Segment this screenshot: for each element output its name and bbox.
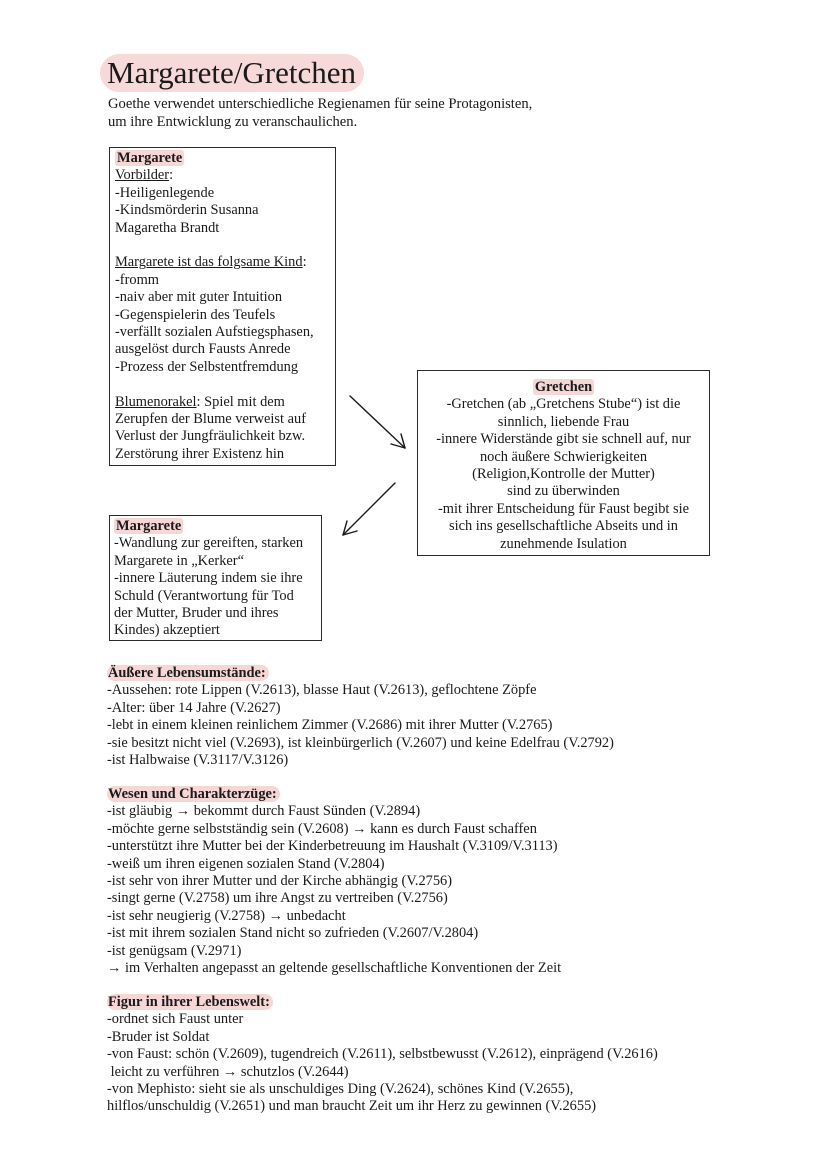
list-item: -ist Halbwaise (V.3117/V.3126) <box>107 752 289 769</box>
section-lebensumstaende <box>107 665 614 769</box>
list-item: leicht zu verführen → schutzlos (V.2644) <box>107 1063 349 1080</box>
list-item: Verlust der Jungfräulichkeit bzw. <box>115 428 306 445</box>
list-item: -ordnet sich Faust unter <box>107 1011 244 1028</box>
list-item: -Alter: über 14 Jahre (V.2627) <box>107 699 281 716</box>
list-item: der Mutter, Bruder und ihres <box>114 605 279 622</box>
list-item: noch äußere Schwierigkeiten <box>479 448 648 465</box>
list-item: -Kindsmörderin Susanna <box>115 202 259 219</box>
list-item: zunehmende Isulation <box>500 535 627 552</box>
page-title: Margarete/Gretchen <box>100 54 364 92</box>
box-heading: Margarete <box>117 150 183 166</box>
list-item: sinnlich, liebende Frau <box>497 413 630 430</box>
intro-line: um ihre Entwicklung zu veranschaulichen. <box>108 114 358 130</box>
list-item: Magaretha Brandt <box>115 219 220 236</box>
list-item: -ist gläubig → bekommt durch Faust Sünden (V.2894) <box>107 803 421 820</box>
section-charakterzuege <box>107 786 561 977</box>
box-heading: Margarete <box>116 518 182 534</box>
section-heading: Wesen und Charakterzüge: <box>107 786 561 803</box>
list-item: -innere Widerstände gibt sie schnell auf, nur <box>436 431 691 448</box>
list-item: sich ins gesellschaftliche Abseits und in <box>448 518 678 535</box>
list-item: -naiv aber mit guter Intuition <box>115 289 283 306</box>
list-item: hilflos/unschuldig (V.2651) und man braucht Zeit um ihr Herz zu gewinnen (V.2655) <box>107 1098 597 1115</box>
list-item: -ist genügsam (V.2971) <box>107 942 242 959</box>
list-item: -innere Läuterung indem sie ihre <box>114 570 303 587</box>
list-item: -Gegenspielerin des Teufels <box>115 306 276 323</box>
list-item: -verfällt sozialen Aufstiegsphasen, <box>115 324 314 341</box>
section-heading: Figur in ihrer Lebenswelt: <box>107 994 658 1011</box>
blumenorakel-label: Blumenorakel: Spiel mit dem <box>115 393 285 410</box>
list-item: -von Faust: schön (V.2609), tugendreich (V.2611), selbstbewusst (V.2612), einprägend (V.2616) <box>107 1046 658 1063</box>
intro-line: Goethe verwendet unterschiedliche Regienamen für seine Protagonisten, <box>108 96 533 112</box>
section-heading: Äußere Lebensumstände: <box>107 665 614 682</box>
list-item: Kindes) akzeptiert <box>114 622 220 639</box>
list-item: -von Mephisto: sieht sie als unschuldiges Ding (V.2624), schönes Kind (V.2655), <box>107 1081 574 1098</box>
list-item: (Religion,Kontrolle der Mutter) <box>472 466 655 483</box>
list-item: → im Verhalten angepasst an geltende gesellschaftliche Konventionen der Zeit <box>107 960 562 977</box>
list-item: -mit ihrer Entscheidung für Faust begibt sie <box>438 500 689 517</box>
list-item: Margarete in „Kerker“ <box>114 552 244 569</box>
list-item: -Prozess der Selbstentfremdung <box>115 358 299 375</box>
list-item: -ist mit ihrem sozialen Stand nicht so zufrieden (V.2607/V.2804) <box>107 925 479 942</box>
list-item: Zerstörung ihrer Existenz hin <box>115 445 285 462</box>
kind-label: Margarete ist das folgsame Kind: <box>115 254 307 271</box>
list-item: -ist sehr neugierig (V.2758) → unbedacht <box>107 907 346 924</box>
list-item: -möchte gerne selbstständig sein (V.2608) → kann es durch Faust schaffen <box>107 820 537 837</box>
vorbilder-label: Vorbilder: <box>115 167 174 184</box>
list-item: sind zu überwinden <box>507 483 620 500</box>
list-item: -Heiligenlegende <box>115 184 215 201</box>
list-item: Zerupfen der Blume verweist auf <box>115 411 306 428</box>
list-item: -lebt in einem kleinen reinlichem Zimmer (V.2686) mit ihrer Mutter (V.2765) <box>107 717 553 734</box>
list-item: -ist sehr von ihrer Mutter und der Kirche abhängig (V.2756) <box>107 873 453 890</box>
list-item: -sie besitzt nicht viel (V.2693), ist kleinbürgerlich (V.2607) und keine Edelfrau (V.2792) <box>107 734 614 751</box>
list-item: -Bruder ist Soldat <box>107 1028 210 1045</box>
list-item: -unterstützt ihre Mutter bei der Kinderbetreuung im Haushalt (V.3109/V.3113) <box>107 838 558 855</box>
list-item: -fromm <box>115 271 159 288</box>
list-item: -Wandlung zur gereiften, starken <box>114 535 304 552</box>
list-item: Schuld (Verantwortung für Tod <box>114 587 294 604</box>
list-item: -weiß um ihren eigenen sozialen Stand (V.2804) <box>107 855 385 872</box>
list-item: -singt gerne (V.2758) um ihre Angst zu vertreiben (V.2756) <box>107 890 448 907</box>
section-lebenswelt <box>107 994 658 1116</box>
box-heading: Gretchen <box>534 379 593 395</box>
arrow-down-right-icon <box>350 396 405 448</box>
list-item: ausgelöst durch Fausts Anrede <box>115 341 291 358</box>
list-item: -Aussehen: rote Lippen (V.2613), blasse Haut (V.2613), geflochtene Zöpfe <box>107 682 537 699</box>
list-item: -Gretchen (ab „Gretchens Stube“) ist die <box>446 396 681 413</box>
arrow-down-left-icon <box>343 483 395 535</box>
